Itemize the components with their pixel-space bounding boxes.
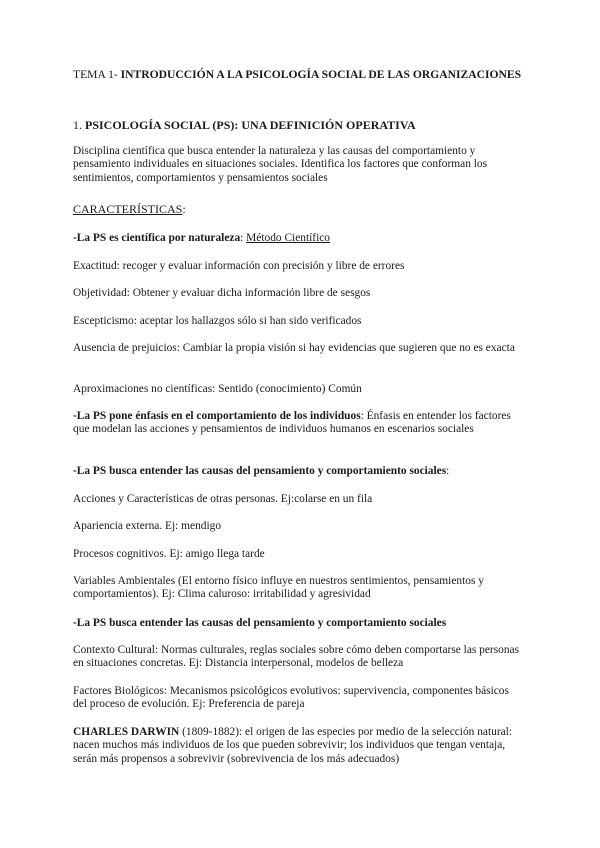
objectivity-item: Objetividad: Obtener y evaluar dicha información libre de sesgos [73, 287, 371, 299]
scientific-method: Método Científico [246, 232, 331, 244]
actions-item: Acciones y Características de otras personas. Ej:colarse en un fila [73, 493, 373, 505]
behavior-bold: -La PS pone énfasis en el comportamiento de los individuos [73, 410, 361, 422]
causes-bold-1: -La PS busca entender las causas del pensamiento y comportamiento sociales [73, 465, 447, 477]
scientific-line [73, 232, 523, 245]
behavior-rest: : Énfasis en entender los factores que modelan las acciones y pensamientos de individuos humanos en escenarios sociales [73, 410, 511, 436]
causes-heading-2 [73, 617, 523, 630]
document-title [73, 67, 523, 82]
causes-bold-2: -La PS busca entender las causas del pensamiento y comportamiento sociales [73, 617, 447, 629]
skepticism-item: Escepticismo: aceptar los hallazgos sólo si han sido verificados [73, 315, 362, 327]
non-scientific-item: Aproximaciones no científicas: Sentido (conocimiento) Común [73, 383, 362, 395]
characteristics-heading [73, 203, 523, 216]
characteristics-colon: : [182, 202, 186, 216]
scientific-bold: -La PS es científica por naturaleza [73, 232, 241, 244]
causes-colon-1: : [446, 465, 450, 477]
section-number: 1. [73, 118, 85, 132]
characteristics-label: CARACTERÍSTICAS [73, 202, 183, 216]
scientific-sep: : [240, 232, 247, 244]
section-title: PSICOLOGÍA SOCIAL (PS): UNA DEFINICIÓN OPERATIVA [85, 118, 416, 132]
appearance-item: Apariencia externa. Ej: mendigo [73, 520, 222, 532]
darwin-paragraph [73, 726, 523, 766]
definition-paragraph: Disciplina científica que busca entender la naturaleza y las causas del comportamiento y pensamiento individuales en situaciones sociales. Identifica los factores que conforman los sentimientos, comportamientos y pensamientos sociales [73, 145, 488, 184]
biological-item: Factores Biológicos: Mecanismos psicológicos evolutivos: supervivencia, componentes básicos del proceso de evolución. Ej: Preferencia de pareja [73, 685, 509, 711]
accuracy-item: Exactitud: recoger y evaluar información con precisión y libre de errores [73, 260, 405, 272]
open-mind-item: Ausencia de prejuicios: Cambiar la propia visión si hay evidencias que sugieren que no es exacta [73, 342, 515, 354]
cultural-item: Contexto Cultural: Normas culturales, reglas sociales sobre cómo deben comportarse las personas en situaciones concretas. Ej: Distancia interpersonal, modelos de belleza [73, 644, 520, 670]
title-prefix: TEMA 1- [73, 68, 121, 81]
section-heading [73, 119, 523, 132]
darwin-rest: (1809-1882): el origen de las especies por medio de la selección natural: nacen muchos más individuos de los que pueden sobrevivir; los individuos que tengan ventaja, serán más propensos a sobrevivir (sobrevivencia de los más adecuados) [73, 726, 512, 765]
causes-heading-1 [73, 465, 523, 478]
cognitive-item: Procesos cognitivos. Ej: amigo llega tarde [73, 548, 265, 560]
darwin-name: CHARLES DARWIN [73, 726, 180, 738]
environment-item: Variables Ambientales (El entorno físico influye en nuestros sentimientos, pensamientos y comportamientos). Ej: Clima caluroso: irritabilidad y agresividad [73, 575, 484, 601]
behavior-paragraph [73, 410, 523, 437]
title-main: INTRODUCCIÓN A LA PSICOLOGÍA SOCIAL DE LAS ORGANIZACIONES [120, 68, 522, 81]
